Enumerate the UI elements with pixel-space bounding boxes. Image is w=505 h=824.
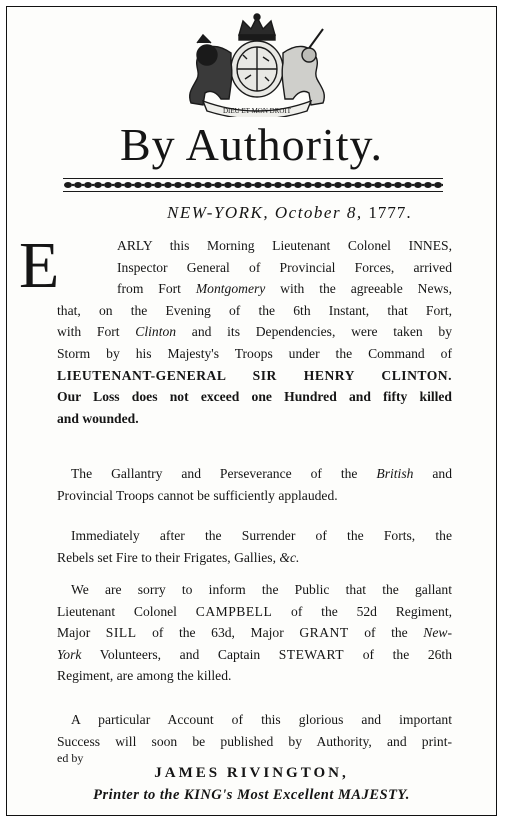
drop-cap: E	[19, 229, 60, 302]
text-line: Lieutenant Colonel CAMPBELL of the 52d Regiment,	[57, 603, 452, 619]
text-line: Storm by his Majesty's Troops under the Command of	[57, 345, 452, 361]
text-line: Rebels set Fire to their Frigates, Gallies, &c.	[57, 549, 300, 565]
dateline	[167, 203, 487, 223]
text-line: ARLY this Morning Lieutenant Colonel INNES,	[117, 238, 452, 253]
text-line-commander: LIEUTENANT-GENERAL SIR HENRY CLINTON.	[57, 367, 452, 383]
text-line: Regiment, are among the killed.	[57, 668, 232, 684]
dateline-year: 1777.	[368, 203, 412, 222]
text-line: The Gallantry and Perseverance of the British and	[71, 466, 452, 481]
page-title: By Authority.	[119, 119, 384, 170]
text-line: Provincial Troops cannot be sufficiently applauded.	[57, 487, 338, 503]
paragraph-casualties	[57, 579, 452, 687]
text-line: Success will soon be published by Authority, and print-	[57, 733, 452, 749]
text-line: York Volunteers, and Captain STEWART of the 26th	[57, 646, 452, 662]
text-line: with Fort Clinton and its Dependencies, were taken by	[57, 324, 452, 340]
text-line: from Fort Montgomery with the agreeable News,	[117, 281, 452, 297]
royal-coat-of-arms-icon	[147, 13, 367, 117]
text-line: that, on the Evening of the 6th Instant, that Fort,	[57, 302, 452, 318]
text-line: A particular Account of this glorious and important	[71, 712, 452, 727]
printer-name: JAMES RIVINGTON,	[154, 765, 349, 781]
text-line: Immediately after the Surrender of the Forts, the	[71, 528, 452, 543]
paragraph-gallantry	[57, 463, 452, 506]
paragraph-account	[57, 709, 452, 764]
text-line: Major SILL of the 63d, Major GRANT of the New-	[57, 625, 452, 641]
paragraph-announcement	[57, 235, 452, 429]
printer-title: Printer to the KING's Most Excellent MAJESTY.	[93, 787, 410, 803]
motto-text: DIEU ET MON DROIT	[222, 107, 292, 115]
ornamental-border-icon	[63, 177, 443, 193]
dateline-place: NEW-YORK,	[167, 203, 270, 222]
text-line: We are sorry to inform the Public that the gallant	[71, 582, 452, 597]
dateline-date: October 8,	[274, 203, 363, 222]
broadside-page	[6, 6, 497, 816]
text-line: ed by	[57, 751, 84, 766]
paragraph-surrender	[57, 525, 452, 568]
text-line: and wounded.	[57, 410, 139, 426]
text-line: Our Loss does not exceed one Hundred and fifty killed	[57, 389, 452, 405]
text-line: Inspector General of Provincial Forces, arrived	[117, 259, 452, 275]
